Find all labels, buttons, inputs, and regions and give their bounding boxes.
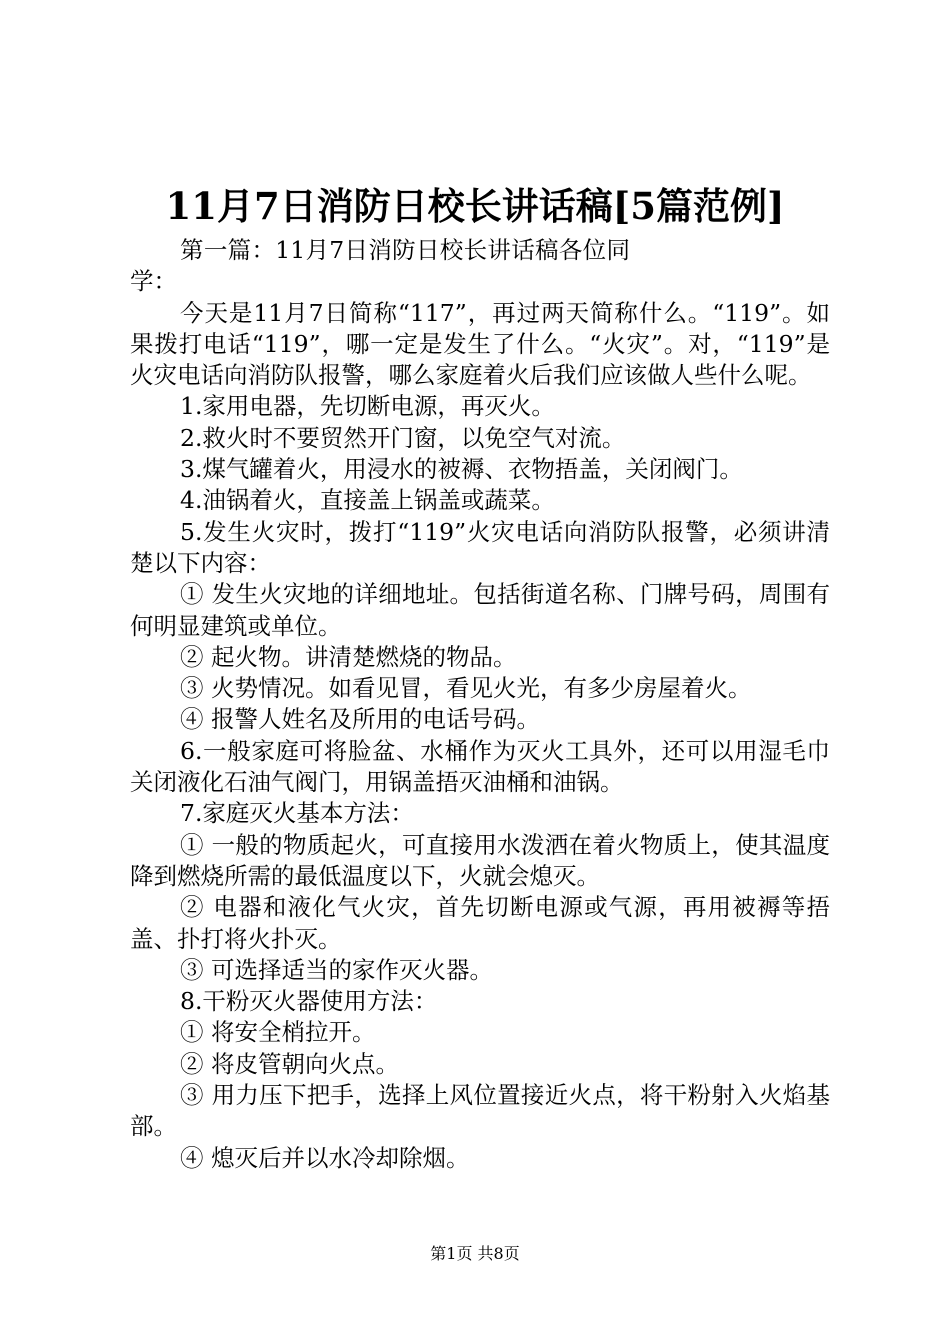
- sub-list-item: ① 发生火灾地的详细地址。包括街道名称、门牌号码，周围有何明显建筑或单位。: [130, 580, 830, 640]
- sub-list-item: ① 将安全梢拉开。: [180, 1018, 376, 1047]
- sub-list-item: ④ 报警人姓名及所用的电话号码。: [180, 705, 540, 734]
- sub-list-item: ③ 火势情况。如看见冒，看见火光，有多少房屋着火。: [180, 674, 752, 703]
- list-item: 5.发生火灾时，拨打“119”火灾电话向消防队报警，必须讲清楚以下内容：: [130, 517, 830, 577]
- section-heading: 第一篇：11月7日消防日校长讲话稿各位同学：: [130, 236, 630, 296]
- list-item: 8.干粉灭火器使用方法：: [180, 987, 438, 1016]
- list-item: 7.家庭灭火基本方法：: [180, 799, 414, 828]
- body-paragraph: 今天是11月7日简称“117”，再过两天简称什么。“119”。如果拨打电话“119”，哪一定是发生了什么。“火灾”。对，“119”是火灾电话向消防队报警，哪么家庭着火后我们应该做人些什么呢。: [130, 298, 830, 390]
- list-item: 2.救火时不要贸然开门窗，以免空气对流。: [180, 423, 626, 452]
- document-title: 11月7日消防日校长讲话稿[5篇范例]: [165, 184, 785, 228]
- sub-list-item: ② 起火物。讲清楚燃烧的物品。: [180, 642, 517, 671]
- sub-list-item: ① 一般的物质起火，可直接用水泼洒在着火物质上，使其温度降到燃烧所需的最低温度以下，火就会熄灭。: [130, 830, 830, 890]
- list-item: 4.油锅着火，直接盖上锅盖或蔬菜。: [180, 486, 555, 515]
- document-body: [130, 235, 830, 1174]
- sub-list-item: ③ 可选择适当的家作灭火器。: [180, 955, 493, 984]
- page-footer: 第1页 共8页: [430, 1244, 520, 1263]
- sub-list-item: ③ 用力压下把手，选择上风位置接近火点，将干粉射入火焰基部。: [130, 1081, 830, 1141]
- list-item: 6.一般家庭可将脸盆、水桶作为灭火工具外，还可以用湿毛巾关闭液化石油气阀门，用锅盖捂灭油桶和油锅。: [130, 736, 830, 797]
- sub-list-item: ② 将皮管朝向火点。: [180, 1049, 399, 1078]
- list-item: 3.煤气罐着火，用浸水的被褥、衣物捂盖，关闭阀门。: [180, 455, 743, 484]
- sub-list-item: ② 电器和液化气火灾，首先切断电源或气源，再用被褥等捂盖、扑打将火扑灭。: [130, 893, 830, 953]
- sub-list-item: ④ 熄灭后并以水冷却除烟。: [180, 1143, 470, 1172]
- list-item: 1.家用电器，先切断电源，再灭火。: [180, 392, 555, 421]
